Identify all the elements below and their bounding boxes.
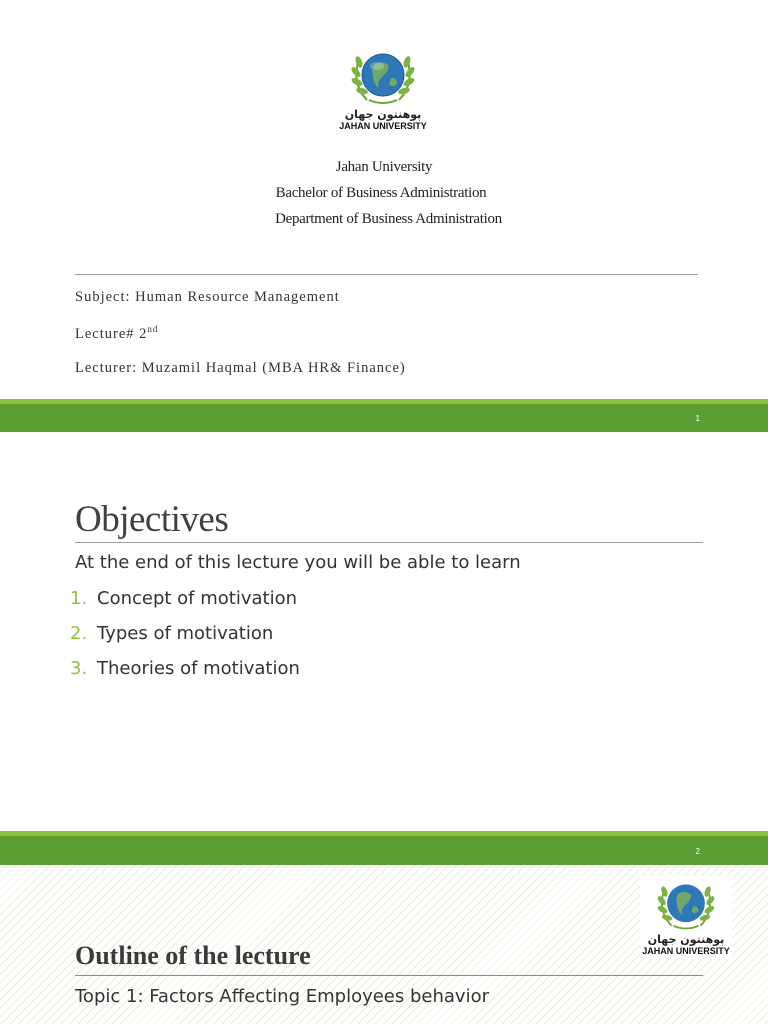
intro-text: At the end of this lecture you will be able to learn (75, 552, 521, 573)
lecture-number-suffix: nd (147, 324, 159, 334)
subject-line: Subject: Human Resource Management (75, 289, 340, 305)
title-underline (75, 542, 703, 543)
footer-bar (0, 831, 768, 865)
list-text: Concept of motivation (97, 588, 298, 609)
institution-block (0, 154, 768, 232)
list-number: 3. (70, 658, 88, 679)
logo-english-text: JAHAN UNIVERSITY (642, 946, 730, 956)
divider (75, 274, 698, 275)
page-number: 2 (695, 847, 700, 856)
lecture-number (75, 324, 158, 343)
list-item (70, 588, 297, 609)
list-text: Theories of motivation (97, 658, 300, 679)
university-name: Jahan University (335, 159, 433, 175)
list-item (70, 658, 300, 679)
slide-3 (0, 865, 768, 1024)
slide-2 (0, 432, 768, 865)
list-number: 2. (70, 623, 88, 644)
page-number: 1 (695, 414, 700, 423)
university-logo (330, 48, 436, 132)
logo-english-text: JAHAN UNIVERSITY (339, 121, 427, 131)
topic-text: Topic 1: Factors Affecting Employees behavior (75, 986, 489, 1007)
slide-1 (0, 0, 768, 432)
slide-title: Objectives (75, 499, 229, 540)
globe-wreath-icon (653, 879, 719, 933)
title-underline (75, 975, 703, 976)
university-logo (640, 875, 732, 959)
footer-bar (0, 399, 768, 432)
slide-title: Outline of the lecture (75, 941, 311, 970)
list-item (70, 623, 273, 644)
lecture-number-text: Lecture# 2 (75, 325, 148, 342)
list-number: 1. (70, 588, 88, 609)
program-name: Bachelor of Business Administration (275, 185, 487, 201)
logo-urdu-text: پوهنتون جهان (344, 108, 422, 121)
globe-wreath-icon (347, 48, 419, 108)
list-text: Types of motivation (97, 623, 274, 644)
lecturer-line: Lecturer: Muzamil Haqmal (MBA HR& Finance) (75, 360, 406, 376)
logo-urdu-text: پوهنتون جهان (647, 933, 725, 946)
department-name: Department of Business Administration (275, 211, 502, 227)
